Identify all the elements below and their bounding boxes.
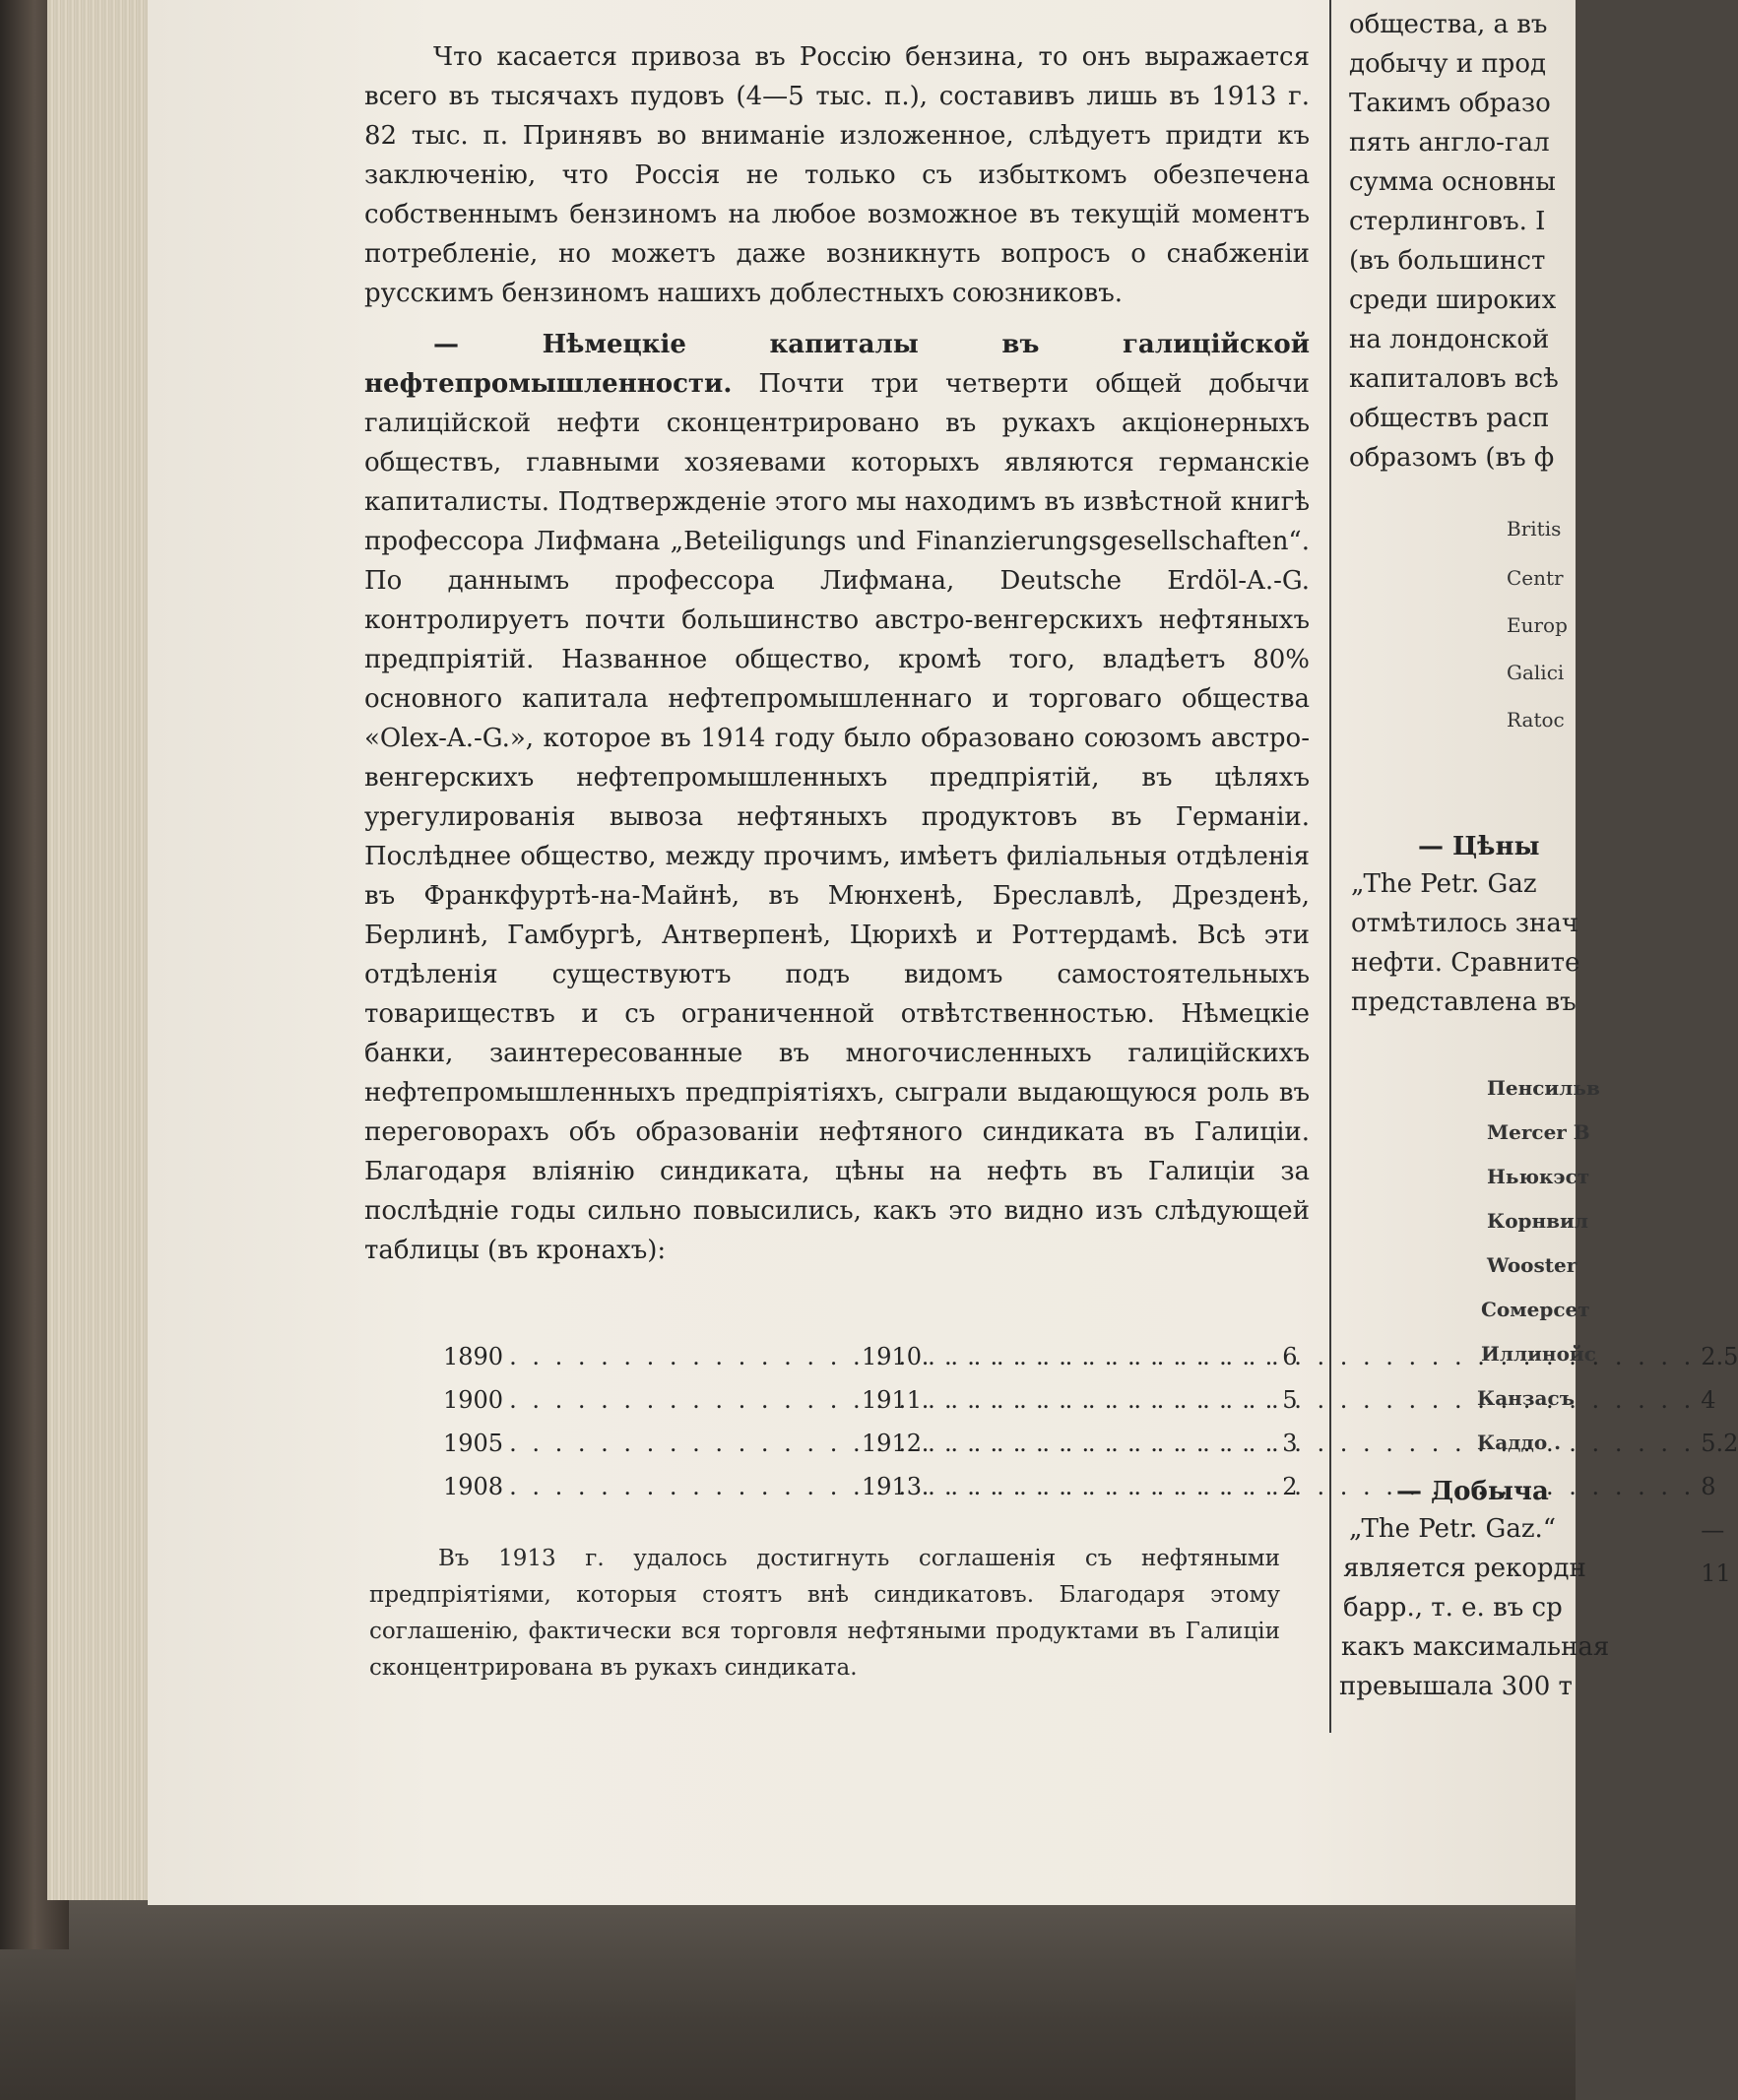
year-cell: 1908 [443,1473,504,1500]
main-column [364,37,1310,1270]
right-line: общества, а въ [1349,10,1548,39]
paragraph-benzine: Что касается привоза въ Россію бензина, то онъ выражается всего въ тысячахъ пудовъ (4—5 тыс. п.), составивъ лишь въ 1913 г. 82 тыс. п. Принявъ во вниманіе изложенное, слѣдуетъ придти къ заключенію, что Россія не только съ избыткомъ обезпечена собственнымъ бензиномъ на любое возможное въ текущій моментъ потребленіе, но можетъ даже возникнуть вопросъ о снабженіи русскимъ бензиномъ нашихъ доблестныхъ союзниковъ. [364,42,1310,308]
right-line: является рекордн [1343,1554,1586,1583]
region-name: Mercer B [1487,1120,1590,1144]
company-name: Centr [1507,566,1564,590]
right-line: образомъ (въ ф [1349,443,1555,473]
right-heading-prices: — Цѣны [1418,832,1540,861]
right-column [1339,0,1610,1733]
section-heading: — Нѣмецкіе капиталы въ галиційской нефтепромышленности. [364,330,1310,399]
column-divider [1329,0,1331,1733]
right-line: (въ большинст [1349,246,1546,276]
right-line: барр., т. е. въ ср [1343,1593,1563,1623]
right-line: стерлинговъ. І [1349,207,1546,236]
right-line: представлена въ [1351,987,1577,1017]
right-line: Такимъ образо [1349,89,1551,118]
right-line: добычу и прод [1349,49,1546,79]
table-surface [0,1900,1576,2100]
region-name: Пенсильв [1487,1076,1600,1100]
price-cell: 8—11 [1701,1473,1731,1587]
right-line: превышала 300 т [1339,1672,1573,1701]
syndicate-note: Въ 1913 г. удалось достигнуть соглашенія съ нефтяными предпріятіями, которыя стоятъ внѣ синдикатовъ. Благодаря этому соглашенію, фактически вся торговля нефтяными продуктами въ Галиціи сконцентрирована въ рукахъ синдиката. [369,1546,1280,1681]
price-cell: 6 [1282,1343,1298,1370]
company-name: Europ [1507,613,1568,637]
year-cell: 1913 [862,1473,923,1500]
price-cell: 4 [1701,1386,1716,1414]
region-name: Каддо . [1477,1431,1562,1454]
right-line: обществъ расп [1349,404,1550,433]
right-line: отмѣтилось знач [1351,909,1579,938]
price-cell: 2 [1282,1473,1298,1500]
year-cell: 1900 [443,1386,504,1414]
paragraph-german-capital [364,325,1310,1270]
region-name: Сомерсет [1481,1298,1590,1321]
right-heading-production: — Добыча [1396,1477,1549,1506]
right-line: „The Petr. Gaz.“ [1349,1514,1557,1544]
price-cell: 2.5 [1701,1343,1738,1370]
region-name: Корнвил [1487,1209,1588,1233]
region-name: Канзасъ [1477,1386,1576,1410]
year-cell: 1912 [862,1430,923,1457]
year-cell: 1890 [443,1343,504,1370]
year-cell: 1911 [862,1386,923,1414]
right-line: пять англо-гал [1349,128,1550,158]
company-name: Galici [1507,661,1565,684]
company-name: Ratoc [1507,708,1565,732]
price-cell: 5 [1282,1386,1298,1414]
right-line: среди широких [1349,286,1557,315]
right-line: капиталовъ всѣ [1349,364,1559,394]
right-line: какъ максимальная [1341,1632,1610,1662]
year-cell: 1910 [862,1343,923,1370]
region-name: Ньюкэст [1487,1165,1590,1188]
paragraph-german-capital-text: Почти три четверти общей добычи галиційской нефти сконцентрировано въ рукахъ акціонерныхъ обществъ, главными хозяевами которыхъ являются германскіе капиталисты. Подтвержденіе этого мы находимъ въ извѣстной книгѣ профессора Лифмана „Beteiligungs und Finanzierungsgesellschaften“. По даннымъ профессора Лифмана, Deutsche Erdöl-A.-G. контролируетъ почти большинство австро-венгерскихъ нефтяныхъ предпріятій. Названное общество, кромѣ того, владѣетъ 80% основного капитала нефтепромышленнаго и торговаго общества «Olex-A.-G.», которое въ 1914 году было образовано союзомъ австро-венгерскихъ нефтепромышленныхъ предпріятій, въ цѣляхъ урегулированія вывоза нефтяныхъ продуктовъ въ Германіи. Послѣднее общество, между прочимъ, имѣетъ филіальныя отдѣленія въ Франкфуртѣ-на-Майнѣ, въ Мюнхенѣ, Бреславлѣ, Дрезденѣ, Берлинѣ, Гамбургѣ, Антверпенѣ, Цюрихѣ и Роттердамѣ. Всѣ эти отдѣленія существуютъ подъ видомъ самостоятельныхъ товариществъ и съ ограниченной отвѣтственностью. Нѣмецкіе банки, заинтересованные въ многочисленныхъ галиційскихъ нефтепромышленныхъ предпріятіяхъ, сыграли выдающуюся роль въ переговорахъ объ образованіи нефтяного синдиката въ Галиціи. Благодаря вліянію синдиката, цѣны на нефть въ Галиціи за послѣдніе годы сильно повысились, какъ это видно изъ слѣдующей таблицы (въ кронахъ): [364,369,1310,1265]
right-line: нефти. Сравните [1351,948,1580,978]
year-cell: 1905 [443,1430,504,1457]
page-edges [47,0,156,1900]
company-name: Britis [1507,517,1562,541]
price-cell: 3 [1282,1430,1298,1457]
region-name: Wooster [1487,1253,1577,1277]
right-line: „The Petr. Gaz [1351,869,1537,899]
region-name: Иллинойс [1481,1342,1596,1366]
right-line: сумма основны [1349,167,1556,197]
right-line: на лондонской [1349,325,1550,354]
price-cell: 5.2 [1701,1430,1738,1457]
